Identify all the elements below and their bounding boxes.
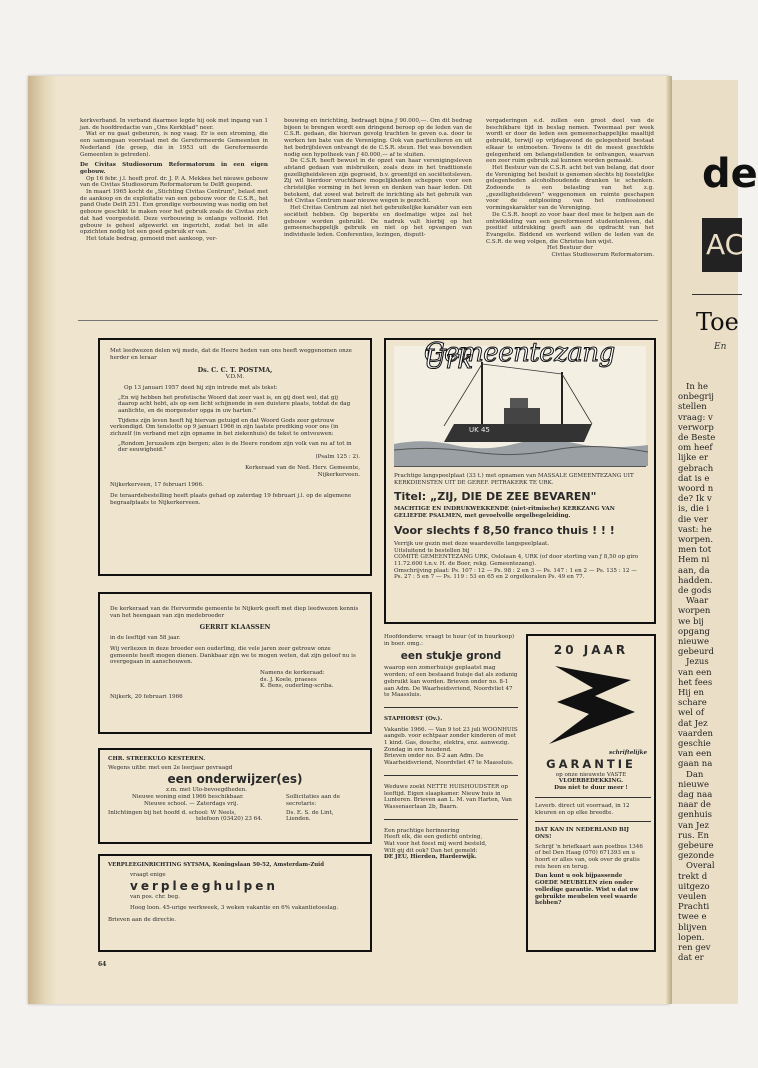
ad-grond xyxy=(384,634,518,699)
school-apply-2: secretaris: xyxy=(286,800,317,807)
guarantee-text-2: DAT KAN IN NEDERLAND BIJ ONS! xyxy=(535,827,630,840)
guarantee-text-1: Leverb. direct uit voorraad, in 12 kleuren en op elke breedte. xyxy=(535,802,630,816)
gemeentezang-urk-logo: Gemeentezang Urk xyxy=(424,338,615,375)
next-page-line: opgang xyxy=(678,626,710,637)
guarantee-sub-1: op onze nieuwste VASTE xyxy=(555,771,627,778)
col1-para-2: Wat er nu gaat gebeuren, is nog vaag. Er is een stroming, die een samengaan voorstaat met de Gereformeerde Gemeenten in Nederland (de groep, die in 1953 uit de Gereformeerde Gemeenten is getreden). xyxy=(80,131,268,158)
klaassen-sign-title: Namens de kerkeraad: xyxy=(260,669,325,676)
record-price: Voor slechts f 8,50 franco thuis ! ! ! xyxy=(394,523,615,537)
col1-para-5: Het totale bedrag, gemoeid met aankoop, ver- xyxy=(86,235,218,242)
next-page-line: rus. En xyxy=(678,830,709,841)
postma-name: Ds. C. C. T. POSTMA, xyxy=(197,366,273,375)
postma-sign-2: Nijkerkerveen. xyxy=(317,471,360,478)
next-page-line: vaarden xyxy=(678,728,713,739)
grond-text: waarop een zomerhuisje geplaatst mag worden; of een bestaand huisje dat als zodanig gebruikt kan worden. Brieven onder no. 8-1 aan Adm. De Waarheidsvriend, Noordvliet 47 te Maassluis. xyxy=(384,665,518,699)
next-page-line: dat Jez xyxy=(678,718,708,729)
article-column-2 xyxy=(284,118,472,239)
school-info-2: telefoon (03420) 23 64. xyxy=(196,816,263,823)
next-page-line: Hij en xyxy=(678,688,704,698)
guarantee-divider-2 xyxy=(535,821,651,822)
ad-gedicht xyxy=(384,828,518,862)
next-page-line: verworp xyxy=(678,422,714,433)
page-spine-shadow xyxy=(28,76,58,1004)
school-req-1: z.m. met Ulo-bevoegdheden. xyxy=(166,787,248,794)
next-page-line: de? Ik v xyxy=(678,494,712,505)
next-page-line: we bij xyxy=(678,616,704,627)
next-page-line: uitgezo xyxy=(678,881,710,892)
ad-staphorst xyxy=(384,716,518,767)
next-page-line: wel of xyxy=(678,708,704,719)
staphorst-head: STAPHORST (Ov.). xyxy=(384,715,443,722)
next-page-line: vraag: v xyxy=(678,412,713,423)
col3-para-2: Het Bestuur van de C.S.R. acht het van belang, dat door de Vereniging het besluit is genomen slechts bij feestelijke gelegenheden alcoholhoudende dranken te schenken. Zodoende is een belasting van het z.g. „gezelligheidsleven" weggenomen en ruimte geschapen voor de ontplooiing van het confessioneel vormingskarakter van de Vereniging. xyxy=(486,164,654,212)
small-ads-column xyxy=(384,634,518,861)
klaassen-place-date: Nijkerk, 20 februari 1966 xyxy=(110,694,183,701)
klaassen-age: in de leeftijd van 58 jaar. xyxy=(110,635,181,642)
col1-para-1: kerkverband. In verband daarmee legde hij ook met ingang van 1 jan. de hoofdredactie van „Ons Kerkblad" neer. xyxy=(80,118,268,131)
col2-para-3: Het Civitas Centrum zal niet het gebruikelijke karakter van een sociëteit hebben. Op beperkte en doelmatige wijze zal het gebouw worden gebruikt. De nadruk valt hierbij op het gemeenschappelijk gebruik en niet op het opvangen van individuele leden. Conferenties, lezingen, disputt- xyxy=(284,205,472,238)
next-page-line: genhuis xyxy=(678,810,712,821)
next-page-line: worpen xyxy=(678,606,711,617)
next-page-line: hadden. xyxy=(678,575,713,586)
gedicht-line-4: Wilt gij dit ook? Dan het gemeld: xyxy=(384,847,478,854)
col3-signature-1: Het Bestuur der xyxy=(547,245,593,252)
next-page-line: aan, da xyxy=(678,565,710,576)
next-page-line: dat is e xyxy=(678,473,710,484)
obituary-postma xyxy=(98,338,372,576)
nursing-title: verpleeghulpen xyxy=(130,879,278,894)
next-page-line: worpen. xyxy=(678,535,714,545)
next-page-line: onbegrij xyxy=(678,392,714,403)
record-desc: Prachtige langspeelplaat (33 t.) met opnamen van MASSALE GEMEENTEZANG UIT KERKDIENSTEN UIT DE GEREF. PETRAKERK TE URK. xyxy=(394,473,634,486)
next-page-line: Prachti xyxy=(678,902,710,913)
next-page-line: Waar xyxy=(686,596,709,607)
col2-para-1: bouwing en inrichting, bedraagt bijna ƒ 90.000,—. Om dit bedrag bijeen te brengen wordt een dringend beroep op de leden van de C.S.R. gedaan, die hiervan gevolg trachten te geven o.a. door te werken ten bate van de Vereniging. Ook van particulieren en uit het bedrijfsleven ontvangt de de C.S.R. steun. Het was bovendien nodig een hypotheek van ƒ 40.000,— af te sluiten. xyxy=(284,118,472,158)
col3-para-3: De C.S.R. hoopt zo voor haar deel mee te helpen aan de ontwikkeling van een gereformeerd studentenleven, dat positief uitdrukking geeft aan de opdracht van het Evangelie. Biddend en werkend willen de leden van de C.S.R. de weg volgen, die Christus hen wijst. xyxy=(486,211,654,245)
col1-para-3: Op 16 febr. j.l. heeft prof. dr. J. P. A. Mekkes het nieuwe gebouw van de Civitas Studiosorum Reformatorum te Delft geopend. xyxy=(80,175,268,189)
next-page-line: dag naa xyxy=(678,790,713,800)
nursing-contact: Brieven aan de directie. xyxy=(108,916,177,923)
next-page-line: schare xyxy=(678,698,707,709)
guarantee-text-4: Dan kunt u ook bijpassende GOEDE MEUBELEN zien onder volledige garantie. Wist u dat uw gebruikte meubelen veel waarde hebben? xyxy=(535,873,639,907)
next-page-line: twee e xyxy=(678,912,707,923)
school-info-1: Inlichtingen bij het hoofd d. school: W Neels, xyxy=(108,809,237,816)
ship-illustration xyxy=(394,338,646,467)
gedicht-line-1: Een prachtige herinnering xyxy=(384,827,460,834)
guarantee-divider-1 xyxy=(535,797,651,798)
next-page-line: blijven xyxy=(678,922,707,933)
next-page-line: Jezus xyxy=(686,657,709,668)
next-page-line: gebrach xyxy=(678,463,714,474)
next-page-subheading: En xyxy=(714,342,727,352)
record-sub: MACHTIGE EN INDRUKWEKKENDE (niet-ritmische) KERKZANG VAN GELIEFDE PSALMEN, met gevoelvolle orgelbegeleiding. xyxy=(394,506,615,520)
guarantee-text-3: Schrijf 'n briefkaart aan postbus 1346 of bel Den Haag (070) 671393 en u hoort er alles van, ook over de gratis reis heen en terug. xyxy=(535,843,643,870)
klaassen-sign-2: K. Bens, ouderling-scriba. xyxy=(260,683,334,690)
next-page-tab-label: AC xyxy=(706,228,745,261)
next-page-big-text: de xyxy=(702,151,758,197)
next-page-line: die ver xyxy=(678,514,708,525)
record-title: Titel: „ZIJ, DIE DE ZEE BEVAREN" xyxy=(394,490,597,504)
next-page-line: om heef xyxy=(678,443,713,454)
next-page-line: Dan xyxy=(686,769,704,780)
next-page-line: naar de xyxy=(678,800,711,811)
ad-weduwe xyxy=(384,784,518,811)
next-page-line: Hem ni xyxy=(678,555,710,566)
postma-place-date: Nijkerkerveen, 17 februari 1966. xyxy=(110,482,204,489)
next-page-line: veulen xyxy=(678,892,707,902)
next-page-rule xyxy=(692,294,742,295)
staphorst-contact: Brieven onder no. 8-2 aan Adm. De Waarheidsvriend, Noordvliet 47 te Maassluis. xyxy=(384,753,514,767)
next-page-line: de Beste xyxy=(678,433,716,443)
guarantee-sub-2: VLOERBEDEKKING. xyxy=(558,778,624,785)
next-page-line: woord n xyxy=(678,484,714,494)
next-page-line: gebeure xyxy=(678,841,714,851)
postma-para-1: Op 13 januari 1957 deed hij zijn intrede met als tekst: xyxy=(124,384,278,391)
nursing-header: VERPLEEGINRICHTING SYTSMA, Koningslaan 50-52, Amsterdam-Zuid xyxy=(108,862,324,868)
next-page-line: van een xyxy=(678,749,712,760)
section-heading-civitas: De Civitas Studiosorum Reformatorum in een eigen gebouw. xyxy=(80,162,268,175)
next-page-line: nieuwe xyxy=(678,637,710,647)
postma-funeral: De teraardebestelling heeft plaats gehad op zaterdag 19 februari j.l. op de algemene begraafplaats te Nijkerkerveen. xyxy=(110,492,352,506)
gedicht-line-5: DE JEU, Hierden, Harderwijk. xyxy=(384,854,477,861)
school-header: CHR. STREEKULO KESTEREN. xyxy=(108,756,206,762)
small-ad-divider-3 xyxy=(384,819,518,820)
next-page-line: lopen. xyxy=(678,932,705,943)
school-apply-3: Ds. E. S. de Lint, xyxy=(286,809,334,816)
postma-title: V.D.M. xyxy=(225,374,245,381)
next-page-tab xyxy=(702,218,745,272)
col1-para-4: In maart 1965 kocht de „Stichting Civitas Centrum", belast met de aankoop en de exploitatie van een gebouw voor de C.S.R., het pand Oude Delft 251. Een grondige verbouwing was nodig om het gebouw geschikt te maken voor het gebruik zoals de Civitas zich dat had voorgesteld. Deze verbouwing is onlangs voltooid. Het gebouw is geheel afgewerkt en ingericht, zodat het in alle opzichten nodig tot een goed gebruik er van. xyxy=(80,189,269,236)
next-page-line: vast: he xyxy=(678,524,712,535)
record-order-1: Verrijk uw gezin met deze waardevolle langspeelplaat. xyxy=(394,540,550,547)
article-column-1 xyxy=(80,118,268,243)
next-page-line: van een xyxy=(678,667,712,678)
school-apply-4: Lienden. xyxy=(286,816,311,823)
record-ad xyxy=(384,338,656,624)
guarantee-label: schriftelijke xyxy=(609,750,647,756)
school-job-ad xyxy=(98,748,372,844)
next-page-line: is, die i xyxy=(678,504,710,515)
record-order-4: Omschrijving plaat: Ps. 107 : 12 — Ps. 98 : 2 en 3 — Ps. 147 : 1 en 2 — Ps. 135 : 12 — Ps. 27 : 5 en 7 — Ps. 119 : 53 en 65 en 2 orgelkoralen Ps. 49 en 77. xyxy=(394,567,637,581)
small-ad-divider-2 xyxy=(384,775,518,776)
staphorst-text: Vakantie 1966. — Van 9 tot 23 juli WOONHUIS aangeb. voor echtpaar zonder kinderen of met 1 kind. Gas, douche, elektra, enz. aanwezig. Zondag in ere houdend. xyxy=(384,726,518,753)
col2-para-2: De C.S.R. heeft bewust in de opzet van haar verenigingsleven afstand gedaan van misbruiken, zoals deze in het traditionele gezelligheidsleven zijn gegroeid, b.v. groentijd en sociëteitsleven. Zij wil hierdoor vruchtbare mogelijkheden scheppen voor een christelijke vorming in het leven en denken van haar leden. Dit betekent, dat zowel wat betreft de inrichting als het gebruik van het Civitas Centrum naar nieuwe wegen is gezocht. xyxy=(284,158,472,205)
next-page-strip xyxy=(672,80,758,1004)
klaassen-intro: De kerkeraad van de Hervormde gemeente te Nijkerk geeft met diep leedwezen kennis van het heengaan van zijn medebroeder xyxy=(110,606,359,619)
next-page-line: van Jez xyxy=(678,820,709,831)
klaassen-name: GERRIT KLAASSEN xyxy=(199,623,271,632)
next-page-line: In he xyxy=(686,382,709,392)
grond-intro: Hoofdonderw. vraagt te huur (of in huurkoop) in boer. omg.: xyxy=(384,634,515,647)
next-page-line: dat er xyxy=(678,953,704,964)
nursing-job-ad xyxy=(98,854,372,952)
next-page-line: gezonde xyxy=(678,851,715,862)
school-req-2: Nieuwe woning eind 1966 beschikbaar. xyxy=(132,794,244,801)
postma-sign-1: Kerkeraad van de Ned. Herv. Gemeente, xyxy=(245,464,360,471)
page-number: 64 xyxy=(98,961,107,968)
school-title: een onderwijzer(es) xyxy=(167,772,303,787)
next-page-line: de gods xyxy=(678,586,712,596)
gedicht-line-3: Wat voor het feest mij werd besteld, xyxy=(384,841,487,848)
gedicht-line-2: Heeft elk, die een gedicht ontving, xyxy=(384,834,483,841)
next-page-line: ren gev xyxy=(678,943,711,953)
grond-title: een stukje grond xyxy=(400,650,502,663)
article-column-3 xyxy=(486,118,654,259)
next-page-line: gaan na xyxy=(678,759,713,770)
school-apply-1: Sollicitaties aan de xyxy=(286,794,341,801)
nursing-wanted: vraagt enige xyxy=(130,871,166,878)
guarantee-ad xyxy=(526,634,656,952)
guarantee-title: GARANTIE xyxy=(546,756,636,771)
postma-para-2: Tijdens zijn leven heeft hij hiervan getuigd en dat Woord Gods zeer getrouw verkondigd. Om tenslotte op 9 januari 1966 in zijn laatste prediking voor ons (in zichzelf (in verband met zijn opname in het ziekenhuis) de tekst te ontvouwen: xyxy=(110,417,339,438)
next-page-heading: Toe xyxy=(696,308,739,336)
record-order-3: COMITÉ GEMEENTEZANG URK, Oslolaan 4, URK (of door storting van ƒ 8,50 op giro 11.72.600 t.n.v. H. de Boer, rekg. Gemeentezang). xyxy=(394,554,639,567)
school-wanted: Wegens uitbr. met een 2e leerjaar gevraagd xyxy=(108,764,233,771)
col3-para-1: vergaderingen e.d. zullen een groot deel van de beschikbare tijd in beslag nemen. Tweemaal per week wordt er door de leden een gemeenschappelijke maaltijd gebruikt, terwijl op vrijdagavond de gelegenheid bestaat elkaar te ontmoeten. Tevens is dit de meest geschikte gelegenheid om belangstellenden te ontvangen, waarvan een zeer ruim gebruik zal kunnen worden gemaakt. xyxy=(486,118,654,165)
svg-text:UK 45: UK 45 xyxy=(469,426,490,434)
klaassen-text: Wij verliezen in deze broeder een ouderling, die vele jaren zeer getrouw onze gemeente heeft mogen dienen. Dankbaar zijn we te mogen weten, dat zijn geloof nu is overgegaan in aanschouwen. xyxy=(110,645,356,666)
section-divider xyxy=(78,320,658,321)
weduwe-text: Weduwe zoekt NETTE HUISHOUDSTER op leeftijd. Eigen slaapkamer. Nieuw huis in Lunteren. Brieven aan L. M. van Harten, Van Wassenaerlaan 2b, Baarn. xyxy=(384,783,512,810)
next-page-line: nieuwe xyxy=(678,779,710,790)
guarantee-top: 20 JAAR xyxy=(553,643,629,657)
col3-signature-2: Civitas Studiosorum Reformatorum. xyxy=(551,252,654,259)
guarantee-sub-3: Dus niet te duur meer ! xyxy=(554,785,628,792)
klaassen-sign-1: ds. J. Koele, praeses xyxy=(260,676,317,683)
postma-intro: Met leedwezen delen wij mede, dat de Heere heden van ons heeft weggenomen onze herder en leraar xyxy=(110,348,352,361)
next-page-line: lijke er xyxy=(678,453,709,464)
record-order-2: Uitsluitend te bestellen bij xyxy=(394,547,470,554)
small-ad-divider-1 xyxy=(384,707,518,708)
postma-quote-1: „En wij hebben het profetische Woord dat zeer vast is, en gij doet wel, dat gij daarop acht hebt, als op een licht schijnende in een duistere plaats, totdat de dag aanlichte, en de morgenster opga in uw harten." xyxy=(118,394,351,414)
next-page-line: men tot xyxy=(678,545,712,556)
next-page-line: Overal xyxy=(686,861,715,872)
nursing-sub: van pos. chr. beg. xyxy=(130,894,180,901)
lightning-bolt-icon xyxy=(535,658,647,750)
nursing-terms: Hoog loon. 45-urige werkweek, 3 weken vakantie en 6% vakantietoeslag. xyxy=(130,905,339,912)
next-page-line: het fees xyxy=(678,677,713,688)
obituary-klaassen xyxy=(98,592,372,734)
next-page-line: stellen xyxy=(678,402,707,413)
next-page-line: trekt d xyxy=(678,871,708,882)
postma-quote-2-ref: (Psalm 125 : 2). xyxy=(315,454,360,461)
next-page-line: gebeurd xyxy=(678,647,714,658)
postma-quote-2: „Rondom Jeruzalem zijn bergen; alzo is de Heere rondom zijn volk van nu af tot in der eeuwigheid." xyxy=(118,440,352,454)
next-page-line: geschie xyxy=(678,739,711,749)
school-req-3: Nieuwe school. — Zaterdags vrij. xyxy=(144,800,239,807)
